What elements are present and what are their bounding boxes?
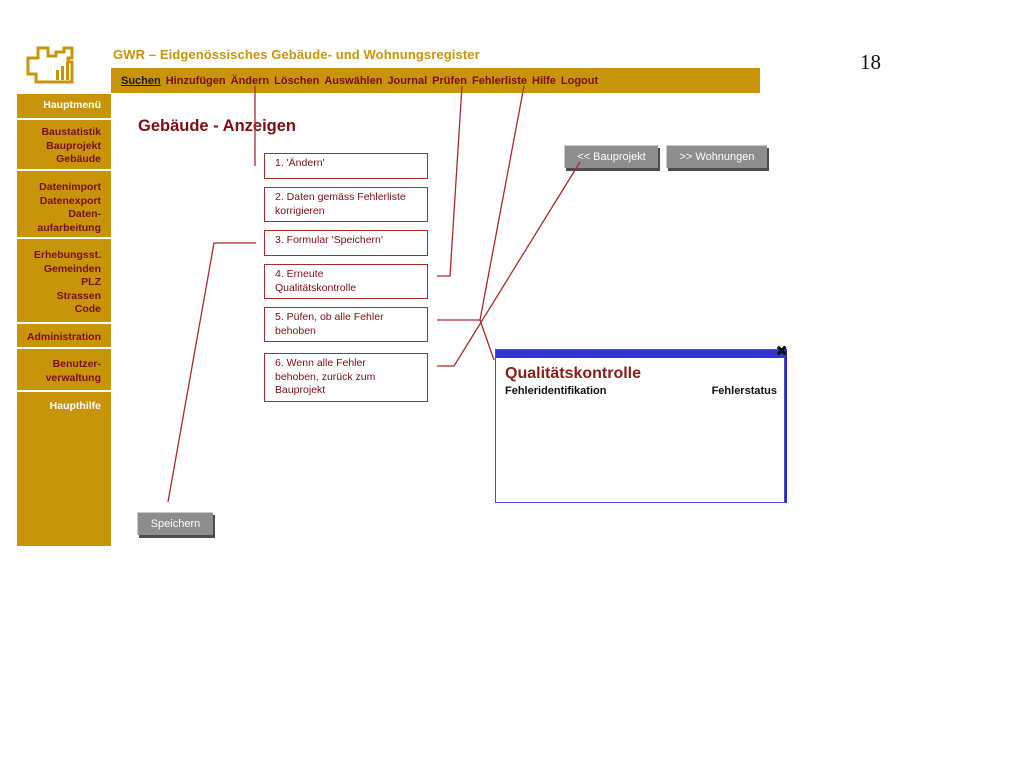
quality-control-dialog: [495, 343, 788, 503]
dialog-titlebar: [496, 350, 784, 358]
sidebar-item-label: Erhebungsst.: [33, 249, 101, 261]
top-menu-bar: [111, 68, 760, 93]
step-4-box: [264, 264, 428, 299]
step-text: Bauprojekt: [275, 384, 326, 396]
sidebar-item-hauptmenue[interactable]: [17, 94, 111, 120]
connector-step-3: [168, 243, 256, 502]
menu-item-hilfe[interactable]: Hilfe: [532, 74, 556, 87]
dialog-title: Qualitätskontrolle: [505, 365, 642, 382]
page-number: 18: [860, 50, 881, 74]
sidebar-item-erhebungsstellen[interactable]: [17, 239, 111, 324]
sidebar-item-label: aufarbeitung: [37, 221, 101, 234]
step-text: behoben: [275, 324, 316, 337]
step-text: 4. Erneute: [275, 268, 324, 280]
sidebar-item-label: Gemeinden: [43, 262, 101, 275]
sidebar-item-label: Hauptmenü: [43, 99, 101, 111]
wohnungen-button[interactable]: >> Wohnungen: [666, 145, 767, 168]
step-6-box: [264, 353, 428, 402]
menu-item-journal[interactable]: Journal: [387, 74, 428, 87]
sidebar-item-administration[interactable]: [17, 324, 111, 349]
sidebar-item-datenimport[interactable]: [17, 171, 111, 239]
menu-item-hinzufuegen[interactable]: Hinzufügen: [165, 74, 226, 87]
sidebar: [17, 94, 111, 546]
menu-item-logout[interactable]: Logout: [560, 74, 599, 87]
sidebar-item-label: Code: [74, 303, 101, 315]
step-5-box: [264, 307, 428, 342]
menu-item-loeschen[interactable]: Löschen: [274, 74, 320, 87]
step-text: Qualitätskontrolle: [275, 281, 357, 294]
sidebar-item-label: PLZ: [81, 276, 101, 288]
step-text: korrigieren: [275, 204, 325, 217]
sidebar-item-label: Daten-: [68, 208, 101, 220]
step-1-box: [264, 153, 428, 179]
column-header-error-id: Fehleridentifikation: [505, 385, 607, 397]
step-text: 2. Daten gemäss Fehlerliste: [275, 191, 406, 203]
step-3-box: [264, 230, 428, 256]
sidebar-item-label: Bauprojekt: [46, 139, 101, 152]
step-text: behoben, zurück zum: [275, 370, 376, 383]
menu-item-auswaehlen[interactable]: Auswählen: [324, 74, 383, 87]
step-2-box: [264, 187, 428, 222]
connector-step-5-dialog: [480, 320, 494, 360]
sidebar-item-label: Benutzer-: [52, 358, 101, 370]
menu-item-suchen[interactable]: Suchen: [121, 74, 161, 87]
column-header-error-status: Fehlerstatus: [711, 385, 777, 397]
sidebar-item-label: Datenexport: [39, 194, 101, 207]
page-title: Gebäude - Anzeigen: [138, 117, 296, 135]
sidebar-item-label: Gebäude: [56, 153, 101, 165]
menu-item-pruefen[interactable]: Prüfen: [432, 74, 468, 87]
connector-step-6: [437, 162, 580, 366]
step-text: 1. 'Ändern': [275, 157, 325, 169]
sidebar-item-label: Administration: [26, 331, 101, 343]
sidebar-item-label: Baustatistik: [41, 126, 101, 138]
speichern-button[interactable]: Speichern: [137, 512, 213, 535]
sidebar-item-haupthilfe[interactable]: [17, 392, 111, 422]
connector-step-5: [437, 86, 524, 320]
sidebar-item-label: Haupthilfe: [49, 400, 101, 412]
sidebar-item-benutzerverwaltung[interactable]: [17, 349, 111, 392]
app-title: GWR – Eidgenössisches Gebäude- und Wohnungsregister: [113, 47, 480, 62]
step-text: 3. Formular 'Speichern': [275, 234, 383, 246]
close-icon[interactable]: ✖: [775, 343, 788, 360]
gwr-logo-icon: [26, 44, 74, 84]
sidebar-item-label: Strassen: [56, 289, 101, 302]
sidebar-item-label: Datenimport: [39, 181, 101, 193]
menu-item-aendern[interactable]: Ändern: [230, 74, 270, 87]
bauprojekt-button[interactable]: << Bauprojekt: [564, 145, 658, 168]
step-text: 6. Wenn alle Fehler: [275, 357, 366, 369]
step-text: 5. Püfen, ob alle Fehler: [275, 311, 384, 323]
sidebar-item-baustatistik[interactable]: [17, 120, 111, 171]
sidebar-item-label: verwaltung: [45, 371, 101, 384]
connector-step-4: [437, 86, 462, 276]
menu-item-fehlerliste[interactable]: Fehlerliste: [472, 74, 528, 87]
